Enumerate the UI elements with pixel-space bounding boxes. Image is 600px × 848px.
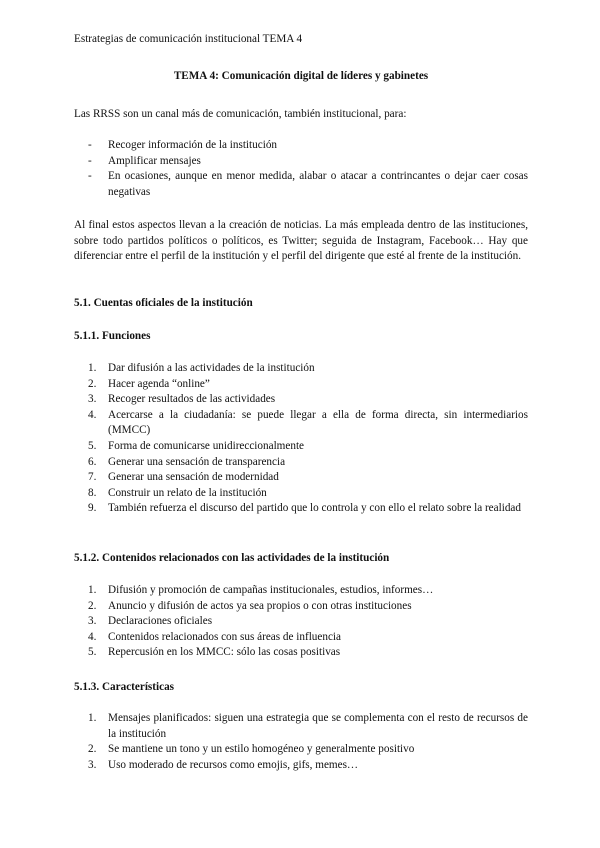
list-item: 9. También refuerza el discurso del partido que lo controla y con ello el relato sobre la realidad	[88, 502, 521, 515]
intro-text: Las RRSS son un canal más de comunicación, también institucional, para:	[74, 108, 407, 120]
list-item: 2. Hacer agenda “online”	[88, 377, 210, 390]
list-item: 2. Se mantiene un tono y un estilo homogéneo y generalmente positivo	[88, 743, 415, 756]
body-paragraph: Al final estos aspectos llevan a la creación de noticias. La más empleada dentro de las instituciones, sobre todo partidos políticos o políticos, es Twitter; seguida de Instagram, Facebook… Hay que diferenciar entre el perfil de la institución y el perfil del dirigente que esté al frente de la institución.	[74, 219, 528, 263]
section-heading-5-1-1: 5.1.1. Funciones	[74, 330, 151, 342]
list-item: - Amplificar mensajes	[88, 154, 201, 167]
section-heading-5-1-2: 5.1.2. Contenidos relacionados con las actividades de la institución	[74, 552, 390, 564]
list-item: 8. Construir un relato de la institución	[88, 486, 267, 499]
list-item: 3. Recoger resultados de las actividades	[88, 393, 276, 406]
list-item: 6. Generar una sensación de transparencia	[88, 455, 286, 468]
list-item: 5. Repercusión en los MMCC: sólo las cosas positivas	[88, 646, 341, 659]
section-heading-5-1: 5.1. Cuentas oficiales de la institución	[74, 297, 253, 309]
list-item: 5. Forma de comunicarse unidireccionalmente	[88, 439, 305, 452]
list-item: 1. Difusión y promoción de campañas institucionales, estudios, informes…	[88, 584, 434, 596]
list-item: 1. Dar difusión a las actividades de la institución	[88, 362, 315, 374]
list-item: 1. Mensajes planificados: siguen una estrategia que se complementa con el resto de recursos de la institución	[88, 712, 528, 740]
section-heading-5-1-3: 5.1.3. Características	[74, 681, 175, 693]
intro-list	[74, 138, 528, 200]
contents-list	[74, 583, 528, 661]
list-item: 3. Uso moderado de recursos como emojis, gifs, memes…	[88, 758, 359, 771]
list-item: 7. Generar una sensación de modernidad	[88, 471, 279, 484]
list-item: - Recoger información de la institución	[88, 139, 278, 151]
page-title: TEMA 4: Comunicación digital de líderes y gabinetes	[173, 70, 429, 82]
list-item: 4. Contenidos relacionados con sus áreas de influencia	[88, 630, 341, 643]
list-item: 4. Acercarse a la ciudadanía: se puede llegar a ella de forma directa, sin intermediarios (MMCC)	[88, 408, 528, 437]
functions-list	[74, 361, 528, 517]
running-header: Estrategias de comunicación institucional TEMA 4	[74, 33, 303, 45]
list-item: 3. Declaraciones oficiales	[88, 615, 213, 628]
list-item: 2. Anuncio y difusión de actos ya sea propios o con otras instituciones	[88, 599, 412, 612]
list-item: - En ocasiones, aunque en menor medida, alabar o atacar a contrincantes o dejar caer cosas negativas	[88, 170, 528, 198]
characteristics-list	[74, 711, 528, 773]
